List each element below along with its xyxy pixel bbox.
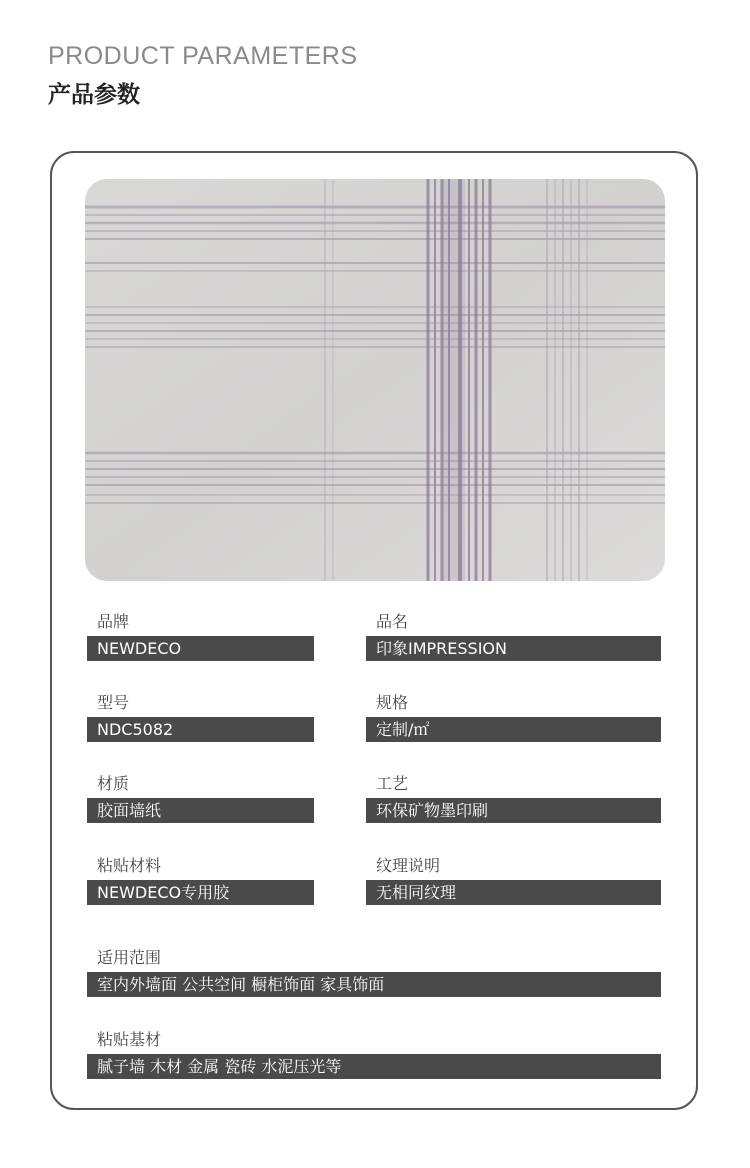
spec-value: 定制/㎡ — [366, 717, 661, 742]
material-label: 材质 — [97, 774, 130, 793]
material-value: 胶面墙纸 — [87, 798, 314, 823]
product-name-label: 品名 — [376, 612, 409, 631]
substrate-label: 粘贴基材 — [97, 1030, 162, 1049]
craft-value: 环保矿物墨印刷 — [366, 798, 661, 823]
texture-value: 无相同纹理 — [366, 880, 661, 905]
page-title-en: PRODUCT PARAMETERS — [48, 42, 358, 70]
scope-label: 适用范围 — [97, 948, 162, 967]
brand-value: NEWDECO — [87, 636, 314, 661]
adhesive-label: 粘贴材料 — [97, 856, 162, 875]
adhesive-value: NEWDECO专用胶 — [87, 880, 314, 905]
scope-value: 室内外墙面 公共空间 橱柜饰面 家具饰面 — [87, 972, 661, 997]
model-value: NDC5082 — [87, 717, 314, 742]
substrate-value: 腻子墙 木材 金属 瓷砖 水泥压光等 — [87, 1054, 661, 1079]
model-label: 型号 — [97, 693, 130, 712]
texture-label: 纹理说明 — [376, 856, 441, 875]
spec-label: 规格 — [376, 693, 409, 712]
craft-label: 工艺 — [376, 774, 409, 793]
page-title-cn: 产品参数 — [48, 82, 140, 108]
product-name-value: 印象IMPRESSION — [366, 636, 661, 661]
product-swatch-image — [85, 179, 665, 581]
brand-label: 品牌 — [97, 612, 130, 631]
